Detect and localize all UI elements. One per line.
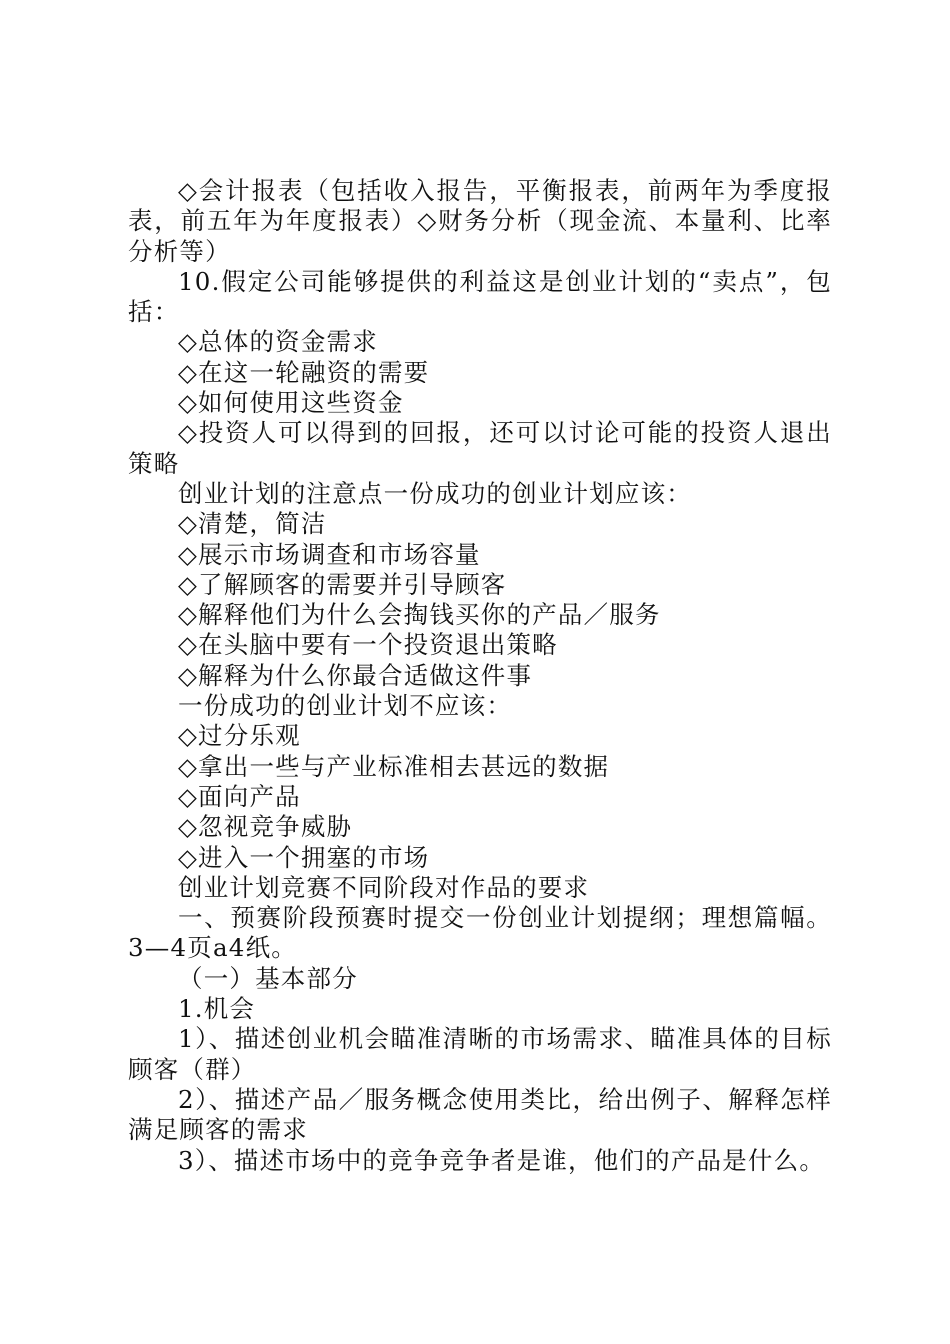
paragraph-plan-should: 创业计划的注意点一份成功的创业计划应该： <box>178 478 692 508</box>
list-item-product-oriented: ◇面向产品 <box>178 781 301 811</box>
heading-basic-part: （一）基本部分 <box>178 963 358 993</box>
list-item-use-of-funds: ◇如何使用这些资金 <box>178 388 404 418</box>
paragraph-opportunity-2: 2）、描述产品／服务概念使用类比，给出例子、解释怎样满足顾客的需求 <box>128 1084 832 1145</box>
list-item-total-funding: ◇总体的资金需求 <box>178 327 378 357</box>
list-item-understand-customers: ◇了解顾客的需要并引导顾客 <box>178 569 507 599</box>
list-item-crowded-market: ◇进入一个拥塞的市场 <box>178 842 430 872</box>
list-item-why-customers-pay: ◇解释他们为什么会掏钱买你的产品／服务 <box>178 600 661 630</box>
list-item-exit-strategy: ◇在头脑中要有一个投资退出策略 <box>178 630 558 660</box>
list-item-clear-concise: ◇清楚，简洁 <box>178 509 327 539</box>
document-body <box>128 176 832 1176</box>
list-item-market-research: ◇展示市场调查和市场容量 <box>178 539 481 569</box>
list-item-why-you: ◇解释为什么你最合适做这件事 <box>178 660 533 690</box>
paragraph-plan-should-not: 一份成功的创业计划不应该： <box>178 691 513 721</box>
list-item-over-optimistic: ◇过分乐观 <box>178 721 301 751</box>
list-item-investor-return: ◇投资人可以得到的回报，还可以讨论可能的投资人退出策略 <box>128 418 832 478</box>
paragraph-opportunity-3: 3）、描述市场中的竞争竞争者是谁，他们的产品是什么。 <box>178 1145 826 1175</box>
list-item-bad-data: ◇拿出一些与产业标准相去甚远的数据 <box>178 751 610 781</box>
list-item-ignore-competition: ◇忽视竞争威胁 <box>178 812 353 842</box>
paragraph-stage-requirements: 创业计划竞赛不同阶段对作品的要求 <box>178 872 590 902</box>
list-item-round-financing: ◇在这一轮融资的需要 <box>178 357 430 387</box>
heading-opportunity: 1.机会 <box>178 994 256 1024</box>
paragraph-accounting-statements: ◇会计报表（包括收入报告，平衡报表，前两年为季度报表，前五年为年度报表）◇财务分析（现金流、本量利、比率分析等） <box>128 176 832 266</box>
paragraph-opportunity-1: 1）、描述创业机会瞄准清晰的市场需求、瞄准具体的目标顾客（群） <box>128 1024 832 1084</box>
paragraph-preliminary-stage: 一、预赛阶段预赛时提交一份创业计划提纲；理想篇幅。3—4页a4纸。 <box>128 903 832 963</box>
paragraph-item-10-benefits: 10.假定公司能够提供的利益这是创业计划的“卖点”，包括： <box>128 266 832 327</box>
